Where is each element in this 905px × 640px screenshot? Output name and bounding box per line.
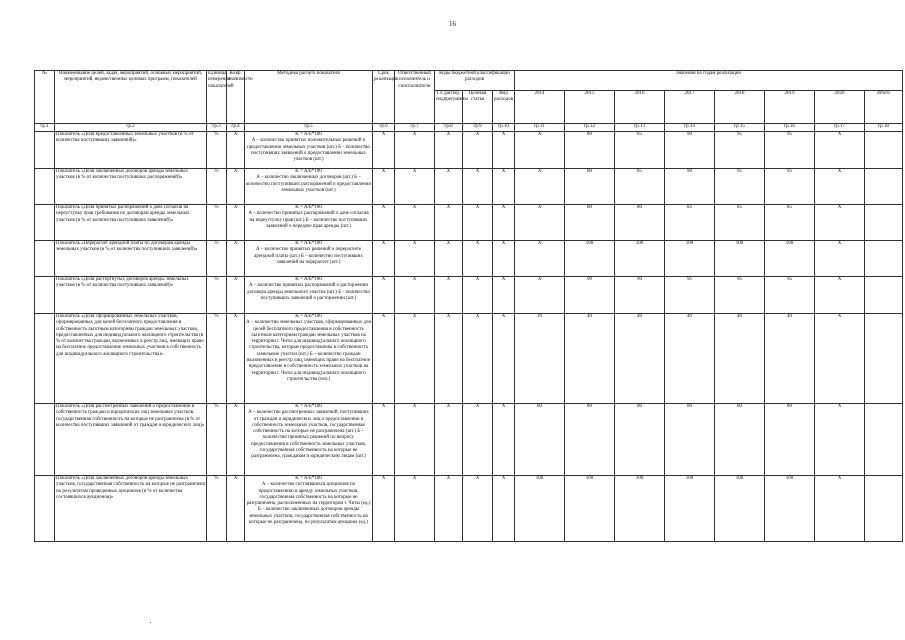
- year-value: X: [515, 169, 565, 205]
- year-value: 80: [615, 404, 665, 476]
- row-no-cell: [35, 169, 55, 205]
- header-method: Методика расчета показателя: [245, 71, 373, 124]
- column-number: гр.8: [435, 124, 463, 132]
- year-value: [865, 169, 903, 205]
- header-article: Целевая статья: [463, 91, 493, 124]
- scan-speck: [150, 622, 151, 623]
- formula: K = A/Б*100: [295, 132, 322, 137]
- column-number: гр.4: [227, 124, 245, 132]
- indicator-row: [35, 314, 903, 404]
- column-numbers-row: [35, 124, 903, 132]
- gr-cell: X: [435, 476, 463, 542]
- year-value: 100: [665, 241, 715, 277]
- term-cell: X: [373, 169, 395, 205]
- year-value: [865, 476, 903, 542]
- coef-cell: X: [227, 132, 245, 169]
- gr-cell: X: [435, 404, 463, 476]
- year-value: [865, 205, 903, 241]
- column-number: гр.2: [55, 124, 207, 132]
- formula-explanation: А – количество рассмотренных заявлений, поступивших от граждан и юридических лиц о предоставлении в собственность земельных участков, государственная собственность на которые не разграничена (шт.) Б – количество принятых решений по вопросу предоставления в собственность земельных участков, государственная собственность на которые не разграничена, гражданам и юридическим лицам (шт.): [248, 410, 369, 460]
- executor-cell: X: [395, 169, 435, 205]
- indicators-body: [35, 132, 903, 542]
- column-number: гр.1: [35, 124, 55, 132]
- article-cell: X: [463, 476, 493, 542]
- header-year: 2017: [665, 91, 715, 124]
- term-cell: X: [373, 205, 395, 241]
- column-number: гр.10: [493, 124, 515, 132]
- year-value: 40: [715, 314, 765, 404]
- header-type: Вид расходов: [493, 91, 515, 124]
- row-no-cell: [35, 314, 55, 404]
- page-number: 16: [449, 20, 456, 28]
- year-value: X: [815, 241, 865, 277]
- formula: K = A/Б*100: [295, 314, 322, 319]
- header-exec: Ответственный исполнитель и соисполнители: [395, 71, 435, 124]
- executor-cell: X: [395, 132, 435, 169]
- header-year: 2018: [715, 91, 765, 124]
- year-value: 85: [615, 169, 665, 205]
- gr-cell: X: [435, 169, 463, 205]
- method-cell: [245, 277, 373, 314]
- executor-cell: X: [395, 205, 435, 241]
- indicators-table: [34, 70, 903, 542]
- indicator-row: [35, 404, 903, 476]
- year-value: 80: [615, 205, 665, 241]
- gr-cell: X: [435, 132, 463, 169]
- row-no-cell: [35, 132, 55, 169]
- year-value: 100: [515, 476, 565, 542]
- year-value: 95: [715, 132, 765, 169]
- year-value: 80: [715, 404, 765, 476]
- year-value: 90: [665, 132, 715, 169]
- formula-explanation: А – количество состоявшихся аукционов по предоставлению в аренду земельных участков, государственная собственность на которые не разграничена, расположенных на территории г. Читы (ед.) Б – количество заключенных договоров аренды земельных участков, государственная собственность на которые не разграничена, по результатам аукциона (ед.): [246, 482, 371, 526]
- year-value: 80: [665, 404, 715, 476]
- year-value: 90: [665, 169, 715, 205]
- year-value: 40: [565, 314, 615, 404]
- year-value: X: [515, 132, 565, 169]
- formula-explanation: А – количество принятых распоряжений о даче согласия на переуступку прав (шт.) Б – количество поступивших заявлений о передаче прав аренды (шт.): [248, 211, 369, 229]
- indicator-row: [35, 132, 903, 169]
- year-value: [865, 314, 903, 404]
- year-value: 85: [765, 205, 815, 241]
- unit-cell: %: [207, 169, 227, 205]
- article-cell: X: [463, 241, 493, 277]
- gr-cell: X: [435, 205, 463, 241]
- row-no-cell: [35, 205, 55, 241]
- unit-cell: %: [207, 205, 227, 241]
- header-year: 2015: [565, 91, 615, 124]
- header-term: Срок реализации: [373, 71, 395, 124]
- coef-cell: X: [227, 404, 245, 476]
- coef-cell: X: [227, 314, 245, 404]
- term-cell: X: [373, 314, 395, 404]
- type-cell: X: [493, 314, 515, 404]
- year-value: 80: [565, 132, 615, 169]
- method-cell: [245, 205, 373, 241]
- year-value: 80: [515, 404, 565, 476]
- indicator-name: Показатель «Доля заключенных договоров аренды земельных участков, государственная собственность на которые не разграничена по результатам проведенных аукционов (в % от количества состоявшихся аукционов)»: [55, 476, 207, 542]
- indicator-name: Показатель «Доля сформированных земельных участков, сформированных для целей бесплатного предоставления в собственность льготным категориям граждан земельных участков, предоставленных для индивидуального жилищного строительства (в % от количества граждан, включенных в реестр лиц, имеющих право на бесплатное предоставление земельных участков в собственность для индивидуального жилищного строительства)»: [55, 314, 207, 404]
- year-value: 85: [665, 205, 715, 241]
- year-value: 100: [715, 476, 765, 542]
- year-value: 100: [615, 476, 665, 542]
- article-cell: X: [463, 205, 493, 241]
- year-value: 85: [715, 205, 765, 241]
- formula-explanation: А – количество заключенных договоров (шт.) Б – количество поступивших распоряжений о предоставлении земельных участков (шт.): [246, 175, 372, 193]
- year-value: 85: [615, 132, 665, 169]
- method-cell: [245, 476, 373, 542]
- year-value: [865, 404, 903, 476]
- indicator-name: Показатель «Доля рассмотренных заявлений о предоставлении в собственность граждан и юридических лиц земельных участков, государственная собственность на которые не разграничена (в % от количества поступивших заявлений от граждан и юридических лиц)»: [55, 404, 207, 476]
- header-total: Итого: [865, 91, 903, 124]
- unit-cell: %: [207, 404, 227, 476]
- year-value: 100: [765, 476, 815, 542]
- coef-cell: X: [227, 277, 245, 314]
- executor-cell: X: [395, 476, 435, 542]
- year-value: [865, 241, 903, 277]
- row-no-cell: [35, 241, 55, 277]
- formula: K = A/Б*100: [295, 241, 322, 246]
- unit-cell: %: [207, 241, 227, 277]
- term-cell: X: [373, 404, 395, 476]
- indicator-row: [35, 476, 903, 542]
- coef-cell: X: [227, 205, 245, 241]
- year-value: X: [815, 404, 865, 476]
- indicator-name: Показатель «Перерасчет арендной платы по договорам аренды земельных участков (в % от количества поступивших заявлений)»: [55, 241, 207, 277]
- gr-cell: X: [435, 314, 463, 404]
- year-value: X: [815, 277, 865, 314]
- method-cell: [245, 404, 373, 476]
- indicator-name: Показатель «Доля принятых распоряжений о даче согласия на переуступку прав требования по договорам аренды земельных участков (в % от количества поступивших заявлений)»: [55, 205, 207, 241]
- article-cell: X: [463, 169, 493, 205]
- column-number: гр.5: [245, 124, 373, 132]
- type-cell: X: [493, 476, 515, 542]
- year-value: 40: [665, 314, 715, 404]
- year-value: 80: [765, 404, 815, 476]
- column-number: гр.17: [815, 124, 865, 132]
- column-number: гр.6: [373, 124, 395, 132]
- gr-cell: X: [435, 241, 463, 277]
- executor-cell: X: [395, 404, 435, 476]
- type-cell: X: [493, 169, 515, 205]
- year-value: 90: [615, 277, 665, 314]
- formula: K = A/Б*100: [295, 277, 322, 282]
- year-value: 95: [665, 277, 715, 314]
- header-no: №: [35, 71, 55, 124]
- formula-explanation: А – количество принятых положительных решений о предоставлении земельных участков (шт.) Б – количество поступивших заявлений о предоставлении земельных участков (шт.): [247, 138, 370, 163]
- unit-cell: %: [207, 476, 227, 542]
- article-cell: X: [463, 132, 493, 169]
- indicator-row: [35, 241, 903, 277]
- unit-cell: %: [207, 314, 227, 404]
- header-values: Значения по годам реализации: [515, 71, 903, 91]
- executor-cell: X: [395, 277, 435, 314]
- year-value: 100: [665, 476, 715, 542]
- year-value: 80: [565, 205, 615, 241]
- column-number: гр.3: [207, 124, 227, 132]
- header-year: 2019: [765, 91, 815, 124]
- year-value: 100: [715, 241, 765, 277]
- method-cell: [245, 241, 373, 277]
- year-value: 80: [565, 404, 615, 476]
- formula-explanation: А – количество принятых распоряжений о расторжении договора аренды земельного участка (шт.) Б – количество поступивших заявлений о расторжении (шт.): [247, 283, 370, 301]
- article-cell: X: [463, 404, 493, 476]
- year-value: X: [815, 169, 865, 205]
- term-cell: X: [373, 277, 395, 314]
- year-value: [865, 277, 903, 314]
- executor-cell: X: [395, 241, 435, 277]
- method-cell: [245, 169, 373, 205]
- header-year: 2020: [815, 91, 865, 124]
- formula: K = A/Б*100: [295, 205, 322, 210]
- row-no-cell: [35, 476, 55, 542]
- year-value: 100: [565, 476, 615, 542]
- formula: K = A/Б*100: [295, 404, 322, 409]
- indicator-name: Показатель «Доля заключенных договоров аренды земельных участков (в % от количества поступивших распоряжений)»: [55, 169, 207, 205]
- type-cell: X: [493, 241, 515, 277]
- method-cell: [245, 314, 373, 404]
- column-number: гр.15: [715, 124, 765, 132]
- type-cell: X: [493, 132, 515, 169]
- formula-explanation: А – количество принятых решений о перерасчете арендной платы (шт.) Б – количество поступивших заявлений на перерасчет (шт.): [254, 247, 363, 265]
- year-value: 100: [765, 241, 815, 277]
- column-number: гр.12: [565, 124, 615, 132]
- header-gr: Гл. распор. подпрограммы: [435, 91, 463, 124]
- year-value: 100: [565, 241, 615, 277]
- year-value: 95: [765, 277, 815, 314]
- year-value: X: [815, 476, 865, 542]
- row-no-cell: [35, 277, 55, 314]
- indicator-row: [35, 277, 903, 314]
- year-value: 100: [615, 241, 665, 277]
- term-cell: X: [373, 132, 395, 169]
- year-value: X: [515, 241, 565, 277]
- column-number: гр.18: [865, 124, 903, 132]
- year-value: 95: [715, 277, 765, 314]
- indicator-row: [35, 169, 903, 205]
- type-cell: X: [493, 277, 515, 314]
- year-value: 80: [565, 169, 615, 205]
- year-value: X: [815, 205, 865, 241]
- indicator-name: Показатель «Доля предоставленных земельных участков (в % от количества поступивших заявлений)»: [55, 132, 207, 169]
- row-no-cell: [35, 404, 55, 476]
- formula-explanation: А – количество земельных участков, сформированных для целей бесплатного предоставления в собственность льготным категориям граждан земельных участков на территории г. Читы для индивидуального жилищного строительства, которые предоставлены в собственность земельные участки (шт.) Б – количество граждан включенных в реестр лиц, имеющих право на бесплатное предоставление в собственность земельных участков на территории г. Читы для индивидуального жилищного строительства (чел.): [246, 320, 371, 382]
- header-name: Наименование целей, задач, мероприятий, основных мероприятий, мероприятий, ведомственных целевых программ, показателей: [55, 71, 207, 124]
- header-coef: Коэф. значимости: [227, 71, 245, 124]
- indicator-row: [35, 205, 903, 241]
- term-cell: X: [373, 241, 395, 277]
- unit-cell: %: [207, 132, 227, 169]
- column-number: гр.11: [515, 124, 565, 132]
- year-value: 95: [765, 132, 815, 169]
- header-year: 2014: [515, 91, 565, 124]
- column-number: гр.14: [665, 124, 715, 132]
- column-number: гр.16: [765, 124, 815, 132]
- column-number: гр.9: [463, 124, 493, 132]
- unit-cell: %: [207, 277, 227, 314]
- header-year: 2016: [615, 91, 665, 124]
- year-value: X: [815, 132, 865, 169]
- year-value: 39: [515, 314, 565, 404]
- method-cell: [245, 132, 373, 169]
- header-codes: Коды бюджетной классификации расходов: [435, 71, 515, 91]
- year-value: 40: [615, 314, 665, 404]
- column-number: гр.13: [615, 124, 665, 132]
- article-cell: X: [463, 277, 493, 314]
- coef-cell: X: [227, 476, 245, 542]
- executor-cell: X: [395, 314, 435, 404]
- coef-cell: X: [227, 241, 245, 277]
- type-cell: X: [493, 404, 515, 476]
- year-value: X: [515, 205, 565, 241]
- indicator-name: Показатель «Доля расторгнутых договоров аренды земельных участков (в % от количества поступивших заявлений)»: [55, 277, 207, 314]
- year-value: 95: [765, 169, 815, 205]
- column-number: гр.7: [395, 124, 435, 132]
- year-value: X: [515, 277, 565, 314]
- coef-cell: X: [227, 169, 245, 205]
- year-value: X: [815, 314, 865, 404]
- header-unit: Единица измерения показателей: [207, 71, 227, 124]
- article-cell: X: [463, 314, 493, 404]
- year-value: 40: [765, 314, 815, 404]
- year-value: 95: [715, 169, 765, 205]
- type-cell: X: [493, 205, 515, 241]
- formula: K = A/Б*100: [295, 169, 322, 174]
- formula: K = A/Б*100: [295, 476, 322, 481]
- year-value: 90: [565, 277, 615, 314]
- term-cell: X: [373, 476, 395, 542]
- year-value: [865, 132, 903, 169]
- gr-cell: X: [435, 277, 463, 314]
